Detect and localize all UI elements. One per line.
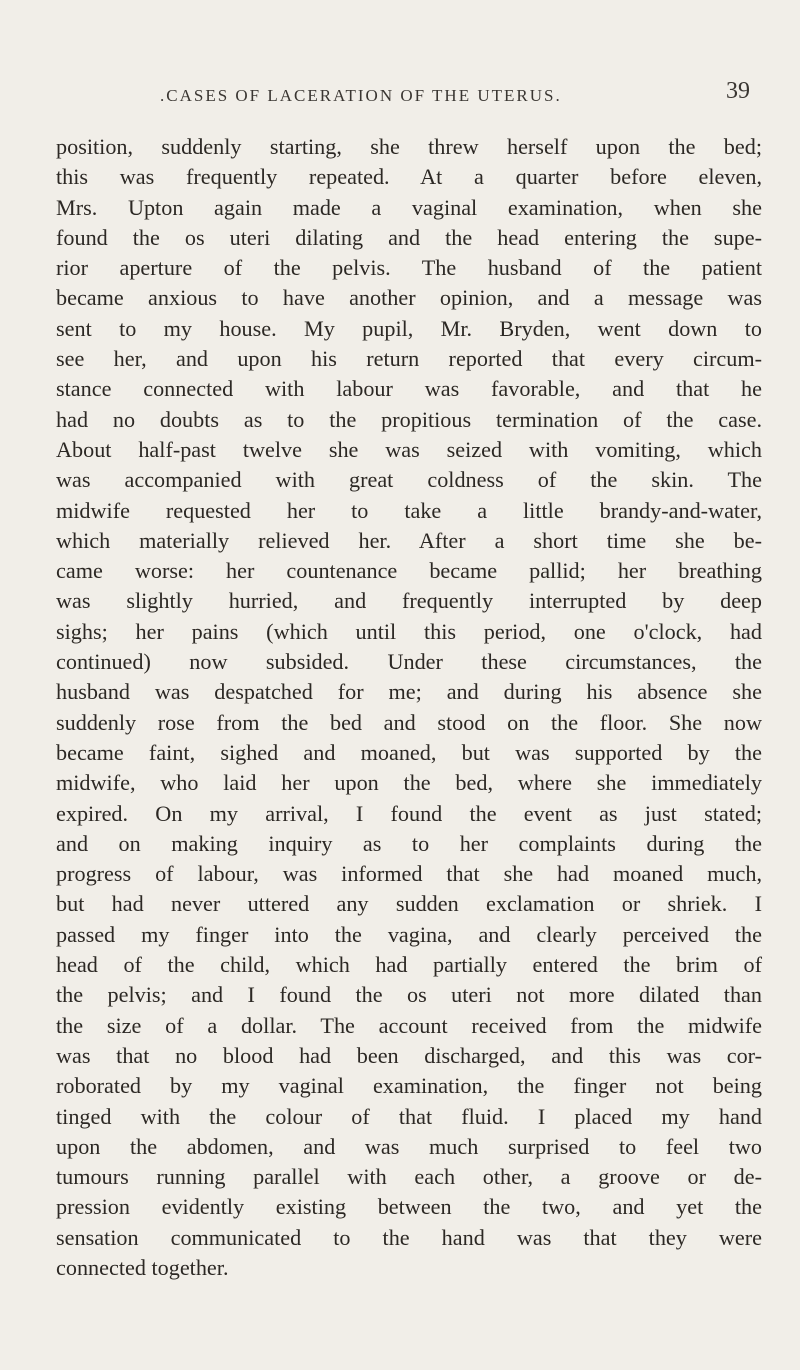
text-line: sensation communicated to the hand was that they were	[56, 1224, 762, 1250]
text-line: this was frequently repeated. At a quarter before eleven,	[56, 164, 762, 190]
text-line: stance connected with labour was favorable, and that he	[56, 376, 762, 402]
text-line: sighs; her pains (which until this period, one o'clock, had	[56, 618, 762, 644]
text-line: roborated by my vaginal examination, the finger not being	[56, 1073, 762, 1099]
page-number: 39	[726, 78, 750, 104]
text-line: tumours running parallel with each other, a groove or de-	[56, 1164, 762, 1190]
text-line: tinged with the colour of that fluid. I placed my hand	[56, 1103, 762, 1129]
running-head: .CASES OF LACERATION OF THE UTERUS.	[160, 86, 562, 105]
text-line: the pelvis; and I found the os uteri not more dilated than	[56, 982, 762, 1008]
text-line: and on making inquiry as to her complaints during the	[56, 830, 762, 856]
text-line: was that no blood had been discharged, and this was cor-	[56, 1042, 762, 1068]
text-line: was accompanied with great coldness of the skin. The	[56, 467, 762, 493]
text-line: suddenly rose from the bed and stood on the floor. She now	[56, 709, 762, 735]
text-line: sent to my house. My pupil, Mr. Bryden, went down to	[56, 315, 762, 341]
text-line: position, suddenly starting, she threw herself upon the bed;	[56, 134, 762, 159]
text-line: head of the child, which had partially entered the brim of	[56, 952, 762, 978]
text-line: expired. On my arrival, I found the event as just stated;	[56, 800, 762, 826]
text-line: midwife requested her to take a little brandy-and-water,	[56, 497, 762, 523]
text-line: came worse: her countenance became pallid; her breathing	[56, 558, 762, 584]
text-line: was slightly hurried, and frequently interrupted by deep	[56, 588, 762, 614]
text-line: but had never uttered any sudden exclamation or shriek. I	[56, 891, 762, 917]
text-line: progress of labour, was informed that she had moaned much,	[56, 861, 762, 887]
text-line: husband was despatched for me; and during his absence she	[56, 679, 762, 705]
text-line: connected together.	[56, 1254, 229, 1280]
text-line: passed my finger into the vagina, and clearly perceived the	[56, 921, 762, 947]
text-line: midwife, who laid her upon the bed, where she immediately	[56, 770, 762, 796]
text-line: pression evidently existing between the two, and yet the	[56, 1194, 762, 1220]
text-line: the size of a dollar. The account received from the midwife	[56, 1012, 762, 1038]
text-line: found the os uteri dilating and the head entering the supe-	[56, 224, 762, 250]
text-line: which materially relieved her. After a short time she be-	[56, 527, 762, 553]
text-line: upon the abdomen, and was much surprised to feel two	[56, 1133, 762, 1159]
text-line: had no doubts as to the propitious termination of the case.	[56, 406, 762, 432]
text-line: see her, and upon his return reported that every circum-	[56, 346, 762, 372]
text-line: continued) now subsided. Under these circumstances, the	[56, 649, 762, 675]
text-line: became anxious to have another opinion, and a message was	[56, 285, 762, 311]
text-line: rior aperture of the pelvis. The husband of the patient	[56, 255, 762, 281]
text-line: became faint, sighed and moaned, but was supported by the	[56, 739, 762, 765]
text-line: Mrs. Upton again made a vaginal examination, when she	[56, 194, 762, 220]
body-text	[56, 132, 762, 1283]
page-header	[160, 78, 750, 116]
text-line: About half-past twelve she was seized with vomiting, which	[56, 436, 762, 462]
